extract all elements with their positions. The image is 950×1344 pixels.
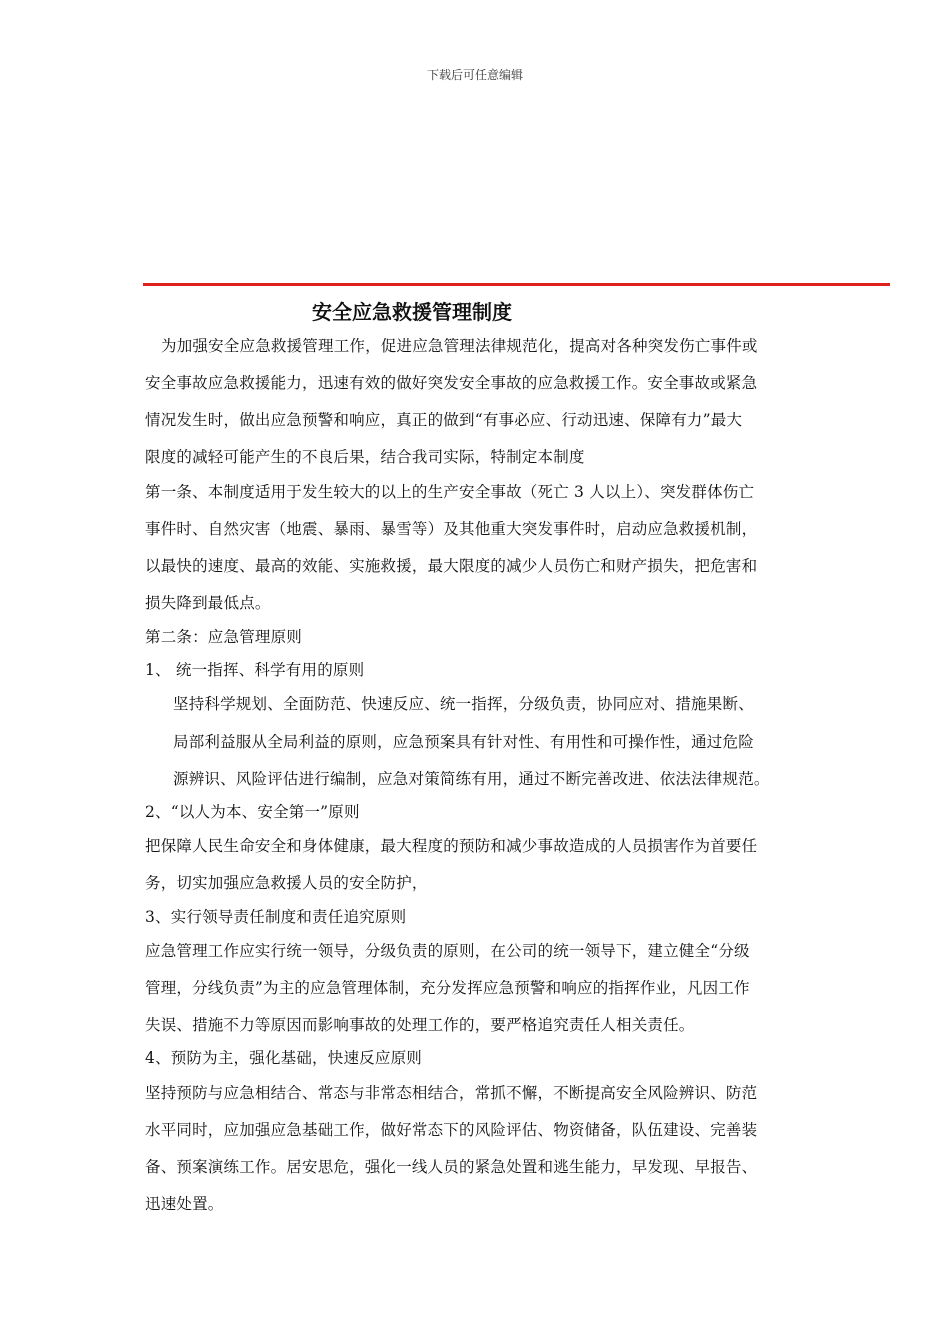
principle4-line: 迅速处置。 xyxy=(145,1195,224,1213)
article1-line: 事件时、自然灾害（地震、暴雨、暴雪等）及其他重大突发事件时，启动应急救援机制， xyxy=(145,520,758,538)
intro-line: 限度的减轻可能产生的不良后果，结合我司实际，特制定本制度 xyxy=(145,448,585,466)
title-divider xyxy=(143,283,890,286)
principle4-line: 备、预案演练工作。居安思危，强化一线人员的紧急处置和逃生能力，早发现、早报告、 xyxy=(145,1158,758,1176)
header-note: 下载后可任意编辑 xyxy=(426,68,523,82)
principle1-line: 坚持科学规划、全面防范、快速反应、统一指挥，分级负责，协同应对、措施果断、 xyxy=(173,695,754,713)
article2-heading: 第二条：应急管理原则 xyxy=(145,628,303,646)
intro-line: 安全事故应急救援能力，迅速有效的做好突发安全事故的应急救援工作。安全事故或紧急 xyxy=(145,374,758,392)
principle3-line: 应急管理工作应实行统一领导，分级负责的原则，在公司的统一领导下，建立健全“分级 xyxy=(145,942,750,960)
intro-line: 情况发生时，做出应急预警和响应，真正的做到“有事必应、行动迅速、保障有力”最大 xyxy=(145,411,743,429)
principle3-line: 管理，分线负责”为主的应急管理体制，充分发挥应急预警和响应的指挥作业，凡因工作 xyxy=(145,979,750,997)
document-title: 安全应急救援管理制度 xyxy=(312,300,512,324)
principle2-line: 务，切实加强应急救援人员的安全防护， xyxy=(145,874,428,892)
article1-line: 第一条、本制度适用于发生较大的以上的生产安全事故（死亡 3 人以上）、突发群体伤亡 xyxy=(145,483,755,501)
principle4-line: 水平同时，应加强应急基础工作，做好常态下的风险评估、物资储备，队伍建设、完善装 xyxy=(145,1121,758,1139)
article1-line: 损失降到最低点。 xyxy=(145,594,271,612)
principle3-line: 失误、措施不力等原因而影响事故的处理工作的，要严格追究责任人相关责任。 xyxy=(145,1016,695,1034)
principle3-heading: 3、实行领导责任制度和责任追究原则 xyxy=(145,908,407,926)
article1-line: 以最快的速度、最高的效能、实施救援，最大限度的减少人员伤亡和财产损失，把危害和 xyxy=(145,557,758,575)
principle1-line: 源辨识、风险评估进行编制，应急对策简练有用，通过不断完善改进、依法法律规范。 xyxy=(173,770,770,788)
intro-line: 为加强安全应急救援管理工作，促进应急管理法律规范化，提高对各种突发伤亡事件或 xyxy=(161,337,758,355)
principle1-line: 局部利益服从全局利益的原则，应急预案具有针对性、有用性和可操作性，通过危险 xyxy=(173,733,754,751)
principle4-heading: 4、预防为主，强化基础，快速反应原则 xyxy=(145,1049,422,1067)
principle2-heading: 2、“以人为本、安全第一”原则 xyxy=(145,803,360,821)
principle2-line: 把保障人民生命安全和身体健康，最大程度的预防和减少事故造成的人员损害作为首要任 xyxy=(145,837,758,855)
principle1-heading: 1、 统一指挥、科学有用的原则 xyxy=(145,661,365,679)
principle4-line: 坚持预防与应急相结合、常态与非常态相结合，常抓不懈，不断提高安全风险辨识、防范 xyxy=(145,1084,758,1102)
